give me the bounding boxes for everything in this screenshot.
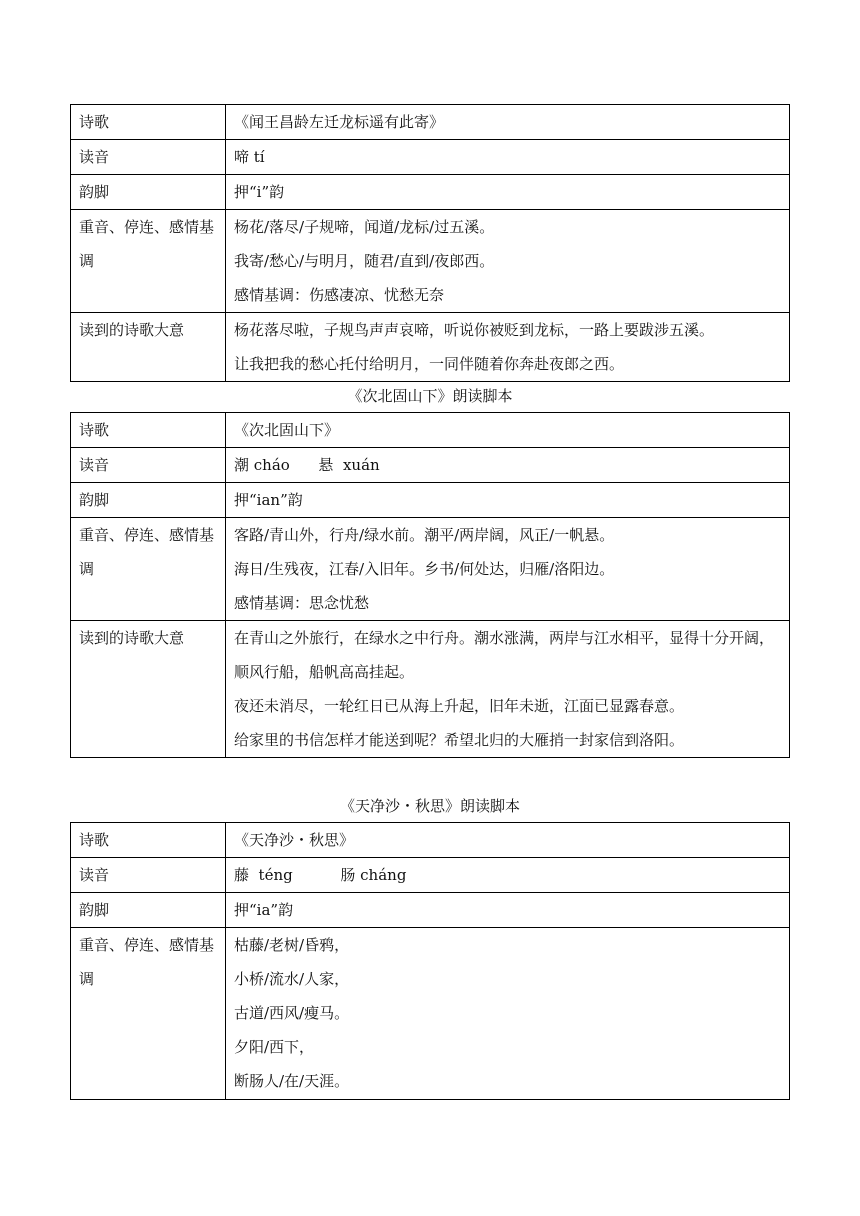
reading-line: 我寄/愁心/与明月，随君/直到/夜郎西。 [234, 252, 495, 270]
row-label: 重音、停连、感情基调 [71, 928, 226, 1100]
reading-line: 断肠人/在/天涯。 [234, 1072, 350, 1090]
poem-table-2 [70, 412, 790, 758]
pronunciation: 潮 cháo 悬 xuán [234, 456, 380, 474]
rhyme: 押“ian”韵 [234, 491, 303, 509]
row-value [226, 210, 790, 313]
row-label: 重音、停连、感情基调 [71, 518, 226, 621]
row-value [226, 518, 790, 621]
row-label: 诗歌 [71, 823, 226, 858]
reading-line: 小桥/流水/人家， [234, 970, 350, 988]
script-title: 《天净沙・秋思》朗读脚本 [339, 797, 520, 815]
row-label: 韵脚 [71, 893, 226, 928]
reading-line: 客路/青山外，行舟/绿水前。潮平/两岸阔，风正/一帆悬。 [234, 526, 615, 544]
reading-line: 杨花/落尽/子规啼，闻道/龙标/过五溪。 [234, 218, 495, 236]
row-label: 读到的诗歌大意 [71, 313, 226, 382]
meaning-line: 在青山之外旅行，在绿水之中行舟。潮水涨满，两岸与江水相平，显得十分开阔，顺风行船，船帆高高挂起。 [234, 629, 775, 681]
row-value [226, 621, 790, 758]
row-value [226, 893, 790, 928]
meaning-line: 让我把我的愁心托付给明月，一同伴随着你奔赴夜郎之西。 [234, 355, 625, 373]
row-label: 重音、停连、感情基调 [71, 210, 226, 313]
row-label: 诗歌 [71, 413, 226, 448]
row-value [226, 448, 790, 483]
row-value [226, 313, 790, 382]
rhyme: 押“ia”韵 [234, 901, 294, 919]
row-label: 韵脚 [71, 175, 226, 210]
pronunciation: 啼 tí [234, 148, 265, 166]
poem-table-1 [70, 104, 790, 382]
row-value [226, 175, 790, 210]
row-label: 韵脚 [71, 483, 226, 518]
row-value [226, 105, 790, 140]
row-label: 诗歌 [71, 105, 226, 140]
reading-line: 枯藤/老树/昏鸦， [234, 936, 350, 954]
meaning-line: 夜还未消尽，一轮红日已从海上升起，旧年未逝，江面已显露春意。 [234, 697, 685, 715]
reading-line: 夕阳/西下， [234, 1038, 315, 1056]
meaning-line: 杨花落尽啦，子规鸟声声哀啼，听说你被贬到龙标，一路上要跋涉五溪。 [234, 321, 715, 339]
row-value [226, 483, 790, 518]
row-value [226, 858, 790, 893]
reading-line: 海日/生残夜，江春/入旧年。乡书/何处达，归雁/洛阳边。 [234, 560, 615, 578]
row-label: 读音 [71, 140, 226, 175]
row-value [226, 413, 790, 448]
reading-line: 古道/西风/瘦马。 [234, 1004, 350, 1022]
row-value [226, 140, 790, 175]
emotion-tone: 感情基调：思念忧愁 [234, 594, 370, 612]
row-value [226, 928, 790, 1100]
poem-title: 《闻王昌龄左迁龙标遥有此寄》 [234, 113, 445, 131]
meaning-line: 给家里的书信怎样才能送到呢？希望北归的大雁捎一封家信到洛阳。 [234, 731, 685, 749]
row-label: 读音 [71, 448, 226, 483]
poem-title: 《次北固山下》 [234, 421, 340, 439]
rhyme: 押“i”韵 [234, 183, 285, 201]
script-title: 《次北固山下》朗读脚本 [347, 387, 513, 405]
emotion-tone: 感情基调：伤感凄凉、忧愁无奈 [234, 286, 445, 304]
row-value [226, 823, 790, 858]
poem-title: 《天净沙・秋思》 [234, 831, 355, 849]
row-label: 读到的诗歌大意 [71, 621, 226, 758]
row-label: 读音 [71, 858, 226, 893]
pronunciation: 藤 téng 肠 cháng [234, 866, 407, 884]
poem-table-3 [70, 822, 790, 1100]
